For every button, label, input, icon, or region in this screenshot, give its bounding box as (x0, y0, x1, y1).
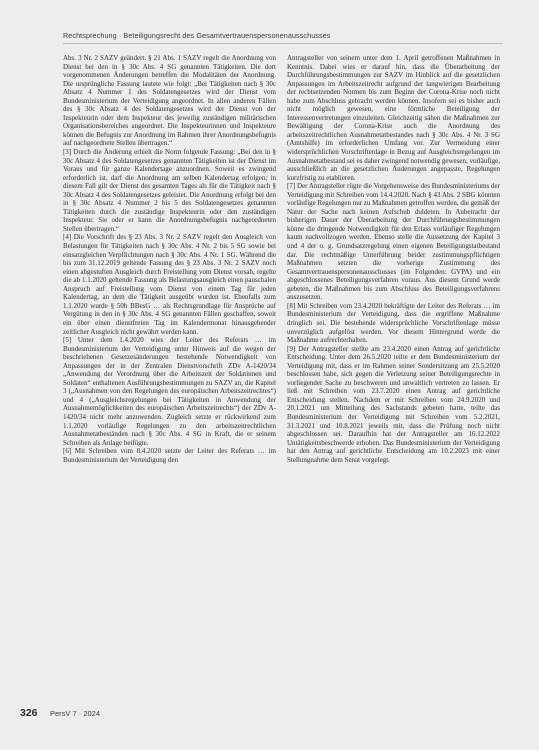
paragraph: [3] Durch die Änderung erhielt die Norm folgende Fassung: „Bei den in § 30c Absatz 4 des Soldatengesetzes genannten Tätigkeiten ist der Dienst im Voraus und für ganze Kalendertage anzuordnen. Soweit es zwingend erforderlich ist, darf die Anordnung am selben Kalendertag erfolgen; in diesem Fall gilt der Dienst des gesamten Tages als für die Tätigkeit nach § 30c Absatz 4 des Soldatengesetzes geleistet. Die Anordnung erfolgt bei den in § 30c Absatz 4 Nummer 2 bis 5 des Soldatengesetzes genannten Tätigkeiten durch die zuständige Inspekteurin oder den zuständigen Inspekteur. Sie oder er kann die Anordnungsbefugnis nachgeordneten Stellen übertragen.“ (63, 148, 276, 233)
paragraph: [8] Mit Schreiben vom 23.4.2020 bekräftigte der Leiter des Referats … im Bundesministerium der Verteidigung, dass die ergriffene Maßnahme dringlich sei. Die bestehende widersprüchliche Vorschriftenlage müsse unverzüglich aufgelöst werden. Vor diesem Hintergrund werde die Maßnahme aufrechterhalten. (287, 301, 500, 345)
page-number: 326 (20, 707, 38, 719)
journal-citation: PersV 7 · 2024 (49, 709, 101, 718)
left-column (63, 54, 276, 464)
paragraph: [9] Der Antragsteller stellte am 23.4.2020 einen Antrag auf gerichtliche Entscheidung. Unter dem 26.5.2020 teilte er dem Bundesministerium der Verteidigung mit, dass er im Rahmen seiner Sondersitzung am 25.5.2020 beschlossen habe, sich gegen die Verletzung seiner Beteiligungsrechte in vorliegender Sache zu beschweren und anwaltlich vertreten zu lassen. Er ließ mit Schreiben vom 23.7.2020 einen Antrag auf gerichtliche Entscheidung stellen. Nachdem er mit Schreiben vom 24.9.2020 und 20.1.2021 um Mitteilung des Sachstands gebeten hatte, teilte das Bundesministerium der Verteidigung mit Schreiben vom 5.2.2021, 31.3.2021 und 10.8.2021 jeweils mit, dass die Prüfung noch nicht abgeschlossen sei. Daraufhin hat der Antragsteller am 16.12.2022 Untätigkeitsbeschwerde erhoben. Das Bundesministerium der Verteidigung hat den Antrag auf gerichtliche Entscheidung am 10.2.2023 mit einer Stellungnahme dem Senat vorgelegt. (287, 344, 500, 464)
right-column (287, 54, 500, 464)
paragraph: [6] Mit Schreiben vom 8.4.2020 setzte der Leiter des Referats … im Bundesministerium der Verteidigung den (63, 447, 276, 464)
paragraph: [5] Unter dem 1.4.2020 wies der Leiter des Referats … im Bundesministerium der Verteidigung unter Hinweis auf die wegen der beschriebenen Gesetzesänderungen bestehende Notwendigkeit von Anpassungen der in der Zentralen Dienstvorschrift ZDv A-1420/34 „Anwendung der Verordnung über die Arbeitszeit der Soldatinnen und Soldaten“ enthaltenen Ausführungsbestimmungen zu SAZV an, die Kapitel 3 („Ausnahmen von den Regelungen des europäischen Arbeitszeitrechtes“) und 4 („Ausgleichsregelungen bei Tätigkeiten in Anwendung der Ausnahmemöglichkeiten des europäischen Arbeitszeitrechts“) der ZDv A-1420/34 nicht mehr anzuwenden. Zugleich setzte er rückwirkend zum 1.1.2020 vorläufige Regelungen zu den arbeitszeitrechtlichen Ausnahmetatbeständen nach § 30c Abs. 4 SG in Kraft, die er seinem Schreiben als Anlage beifügte. (63, 336, 276, 447)
paragraph: [7] Der Antragsteller rügte die Vorgehensweise des Bundesministeriums der Verteidigung mit Schreiben vom 14.4.2020. Nach § 43 Abs. 2 SBG könnten vorläufige Regelungen nur zu Maßnahmen getroffen werden, die gemäß der Natur der Sache nach keinen Aufschub duldeten. In Anbetracht der bisherigen Dauer der Überarbeitung der Durchführungsbestimmungen könne die dringende Notwendigkeit für den Erlass vorläufiger Regelungen kaum nachvollzogen werden. Ebenso stelle die Aussetzung der Kapitel 3 und 4 der o. g. Grundsatzregelung einen eigenen Beteiligungstatbestand dar. Die rechtmäßige Unterführung beider zustimmungspflichtigen Maßnahmen setzten die vorherige Zustimmung des Gesamtvertrauenspersonenausschusses (im Folgenden: GVPA) und ein abgeschlossenes Beteiligungsverfahren voraus. Aus diesem Grund werde gebeten, die Maßnahmen bis zum Abschluss des Beteiligungsverfahrens auszusetzen. (287, 182, 500, 302)
page-footer (20, 703, 100, 721)
paragraph: Abs. 3 Nr. 2 SAZV geändert. § 21 Abs. 1 SAZV regelt die Anordnung von Dienst bei den in § 30c Abs. 4 SG genannten Tätigkeiten. Die dort vorgenommenen Änderungen betreffen die Modalitäten der Anordnung. Die ursprüngliche Fassung lautete wie folgt: „Bei Tätigkeiten nach § 30c Absatz 4 Nummer 1 des Soldatengesetzes wird der Dienst vom Bundesministerium der Verteidigung angeordnet. In allen anderen Fällen des § 30c Absatz 4 des Soldatengesetzes wird der Dienst von der Inspekteurin oder dem Inspekteur des jeweilig zuständigen militärischen Organisationsbereiches angeordnet. Die Inspekteurinnen und Inspekteure können die Befugnis zur Anordnung im Rahmen ihrer Anordnungsbefugnis auf nachgeordnete Stellen übertragen.“ (63, 54, 276, 148)
header-rule (63, 43, 503, 44)
paragraph: Antragsteller von seinem unter dem 1. April getroffenen Maßnahmen in Kenntnis. Dabei wies er darauf hin, dass die Überarbeitung der Durchführungsbestimmungen zur SAZV im Hinblick auf die gesetzlichen Anpassungen im Arbeitszeitrecht aufgrund der langwierigen Bearbeitung der rechtsetzenden Normen bis zum Beginn der Corona-Krise noch nicht habe zum Abschluss gebracht werden können. Insofern sei es bisher auch nicht möglich gewesen, eine förmliche Beteiligung der Interessenvertretungen einzuleiten. Gleichzeitig sähen die Maßnahmen zur Bewältigung der Corona-Krise auch die Anordnung des arbeitszeitrechtlichen Ausnahmetatbestandes nach § 30c Abs. 4 Nr. 3 SG (Amtshilfe) im erforderlichen Umfang vor. Zur Vermeidung einer widersprüchlichen Vorschriftenlage in Bezug auf Ausgleichsregelungen im Ausnahmetatbestand sei es daher zwingend notwendig gewesen, vorläufige, ausschließlich an die gesetzlichen Änderungen angepasste, Regelungen kurzfristig zu etablieren. (287, 54, 500, 182)
running-head: Rechtsprechung · Beteiligungsrecht des Gesamtvertrauenspersonenausschusses (63, 31, 331, 40)
paragraph: [4] Die Vorschrift des § 23 Abs. 3 Nr. 2 SAZV regelt den Ausgleich von Belastungen für Tätigkeiten nach § 30c Abs. 4 Nr. 2 bis 5 SG sowie bei einsatzgleichen Verpflichtungen nach § 30c Abs. 4 Nr. 1 SG. Während die bis zum 31.12.2019 geltende Fassung des § 23 Abs. 3 Nr. 2 SAZV noch einen abgestuften Ausgleich durch Freistellung vom Dienst vorsah, regelte die ab 1.1.2020 geltende Fassung als Belastungsausgleich einen pauschalen Anspruch auf Freistellung vom Dienst von einem Tag für jeden Kalendertag, an dem die Tätigkeit ausgeübt wurden ist. Ebenfalls zum 1.1.2020 wurde § 50b BBesG … als Rechtsgrundlage für Ansprüche auf Vergütung in den in § 30c Abs. 4 SG genannten Fällen geschaffen, soweit ein über einen dienstfreien Tag im Kalendermonat hinausgehender zeitlicher Ausgleich nicht gewährt werden kann. (63, 233, 276, 336)
